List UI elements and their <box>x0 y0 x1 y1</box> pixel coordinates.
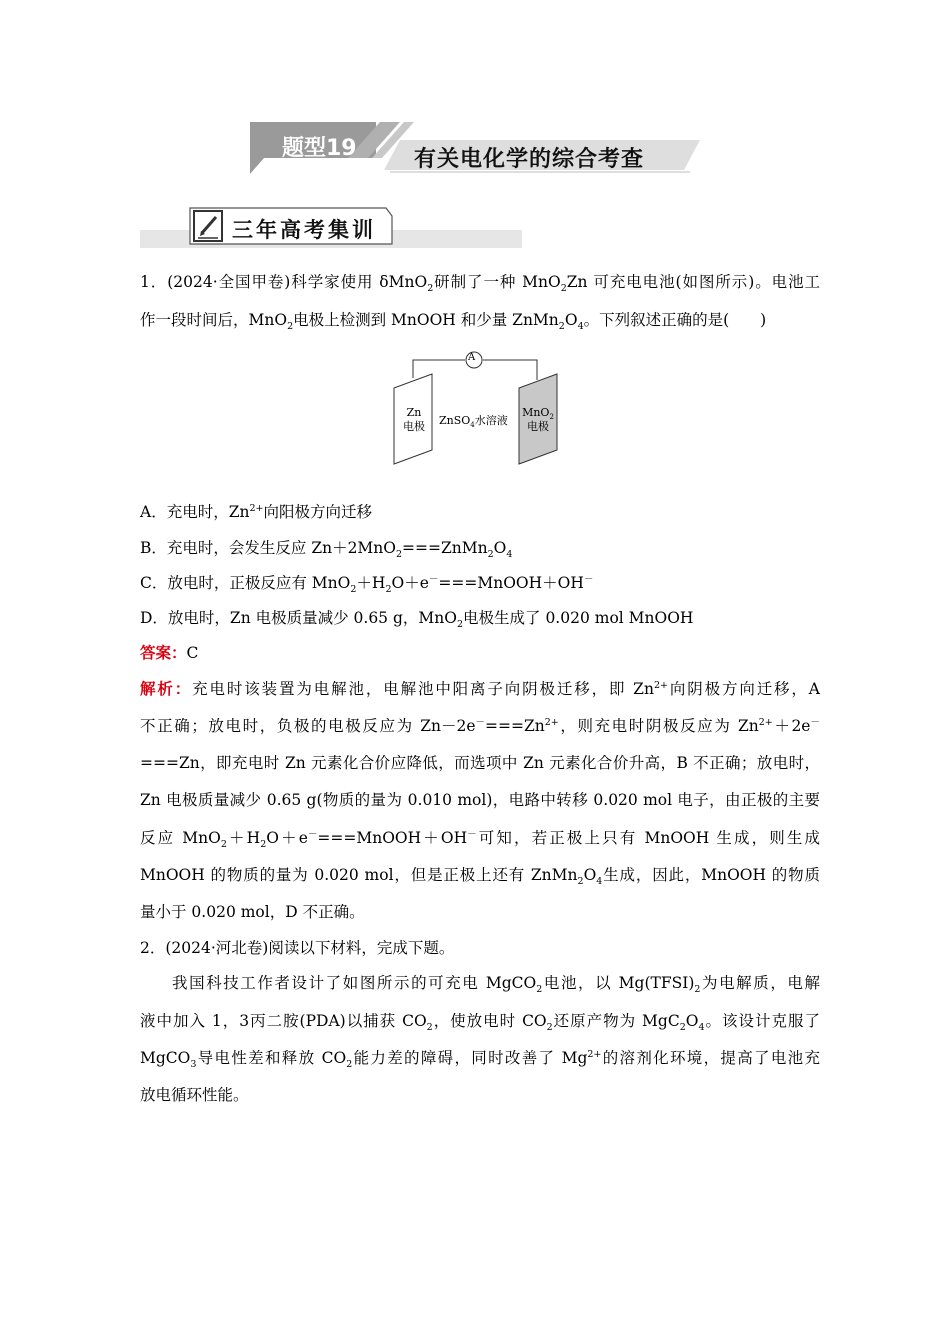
banner-title: 有关电化学的综合考查 <box>414 147 645 172</box>
electrolyte-label: ZnSO$_4$水溶液 <box>439 414 508 430</box>
analysis-line2: 不正确；放电时，负极的电极反应为 $Zn-2e^-===Zn^{2+}$，则充电时阴极反应为 $Zn^{2+}+2e^-$ <box>140 716 820 735</box>
option-d[interactable]: D．放电时，Zn 电极质量减少 0.65 g，MnO$_2$电极生成了 0.020 mol MnOOH <box>140 609 694 631</box>
option-a[interactable]: A．充电时，$Zn^{2+}$向阳极方向迁移 <box>140 502 372 521</box>
analysis-line6: MnOOH 的物质的量为 0.020 mol，但是正极上还有 $ZnMn_2O_4$生成，因此，MnOOH 的物质 <box>140 866 820 888</box>
analysis-line1: 解析：充电时该装置为电解池，电解池中阳离子向阴极迁移，即 $Zn^{2+}$向阴极方向迁移，A <box>140 679 820 698</box>
mno2-electrode-label: MnO$_2$ 电极 <box>522 406 554 433</box>
q2-para-line3: MgCO$_3$导电性差和释放 $CO_2$能力差的障碍，同时改善了 $Mg^{2+}$的溶剂化环境，提高了电池充 <box>140 1048 820 1071</box>
q2-header: 2．(2024·河北卷)阅读以下材料，完成下题。 <box>140 939 455 957</box>
analysis-line7: 量小于 0.020 mol，D 不正确。 <box>140 903 365 921</box>
option-b[interactable]: B．充电时，会发生反应 $Zn+2MnO_2===ZnMn_2O_4$ <box>140 539 513 561</box>
battery-diagram <box>386 350 566 470</box>
analysis-line3: ===Zn，即充电时 Zn 元素化合价应降低，而选项中 Zn 元素化合价升高，B 不正确；放电时， <box>140 754 820 772</box>
zn-electrode-label: Zn 电极 <box>403 406 425 433</box>
ammeter-label: A <box>468 352 476 363</box>
analysis-line4: Zn 电极质量减少 0.65 g(物质的量为 0.010 mol)，电路中转移 0.020 mol 电子，由正极的主要 <box>140 791 820 809</box>
q1-stem-line2: 作一段时间后，MnO$_2$电极上检测到 MnOOH 和少量 $ZnMn_2O_4$。下列叙述正确的是( ) <box>140 311 767 333</box>
option-c[interactable]: C．放电时，正极反应有 $MnO_2+H_2O+e^-===MnOOH+OH^-$ <box>140 573 594 596</box>
banner-tag: 题型19 <box>282 136 357 161</box>
analysis-line5: 反应 $MnO_2+H_2O+e^-===MnOOH+OH^-$可知，若正极上只有 MnOOH 生成，则生成 <box>140 828 820 851</box>
answer-line <box>140 643 820 663</box>
analysis-label: 解析： <box>140 679 193 698</box>
q2-para-line1: 我国科技工作者设计了如图所示的可充电 MgCO$_2$电池，以 $Mg(TFSI)_2$为电解质，电解 <box>172 974 820 996</box>
q2-para-line2: 液中加入 1，3丙二胺(PDA)以捕获 $CO_2$，使放电时 $CO_2$还原产物为 $MgC_2O_4$。该设计克服了 <box>140 1012 820 1034</box>
answer-label: 答案： <box>140 643 187 662</box>
answer-value: C <box>186 644 199 662</box>
section-title: 三年高考集训 <box>232 218 376 242</box>
q1-stem-line1: 1．(2024·全国甲卷)科学家使用 δMnO$_2$研制了一种 MnO$_2$Zn 可充电电池(如图所示)。电池工 <box>140 273 820 295</box>
q2-para-line4: 放电循环性能。 <box>140 1086 249 1104</box>
